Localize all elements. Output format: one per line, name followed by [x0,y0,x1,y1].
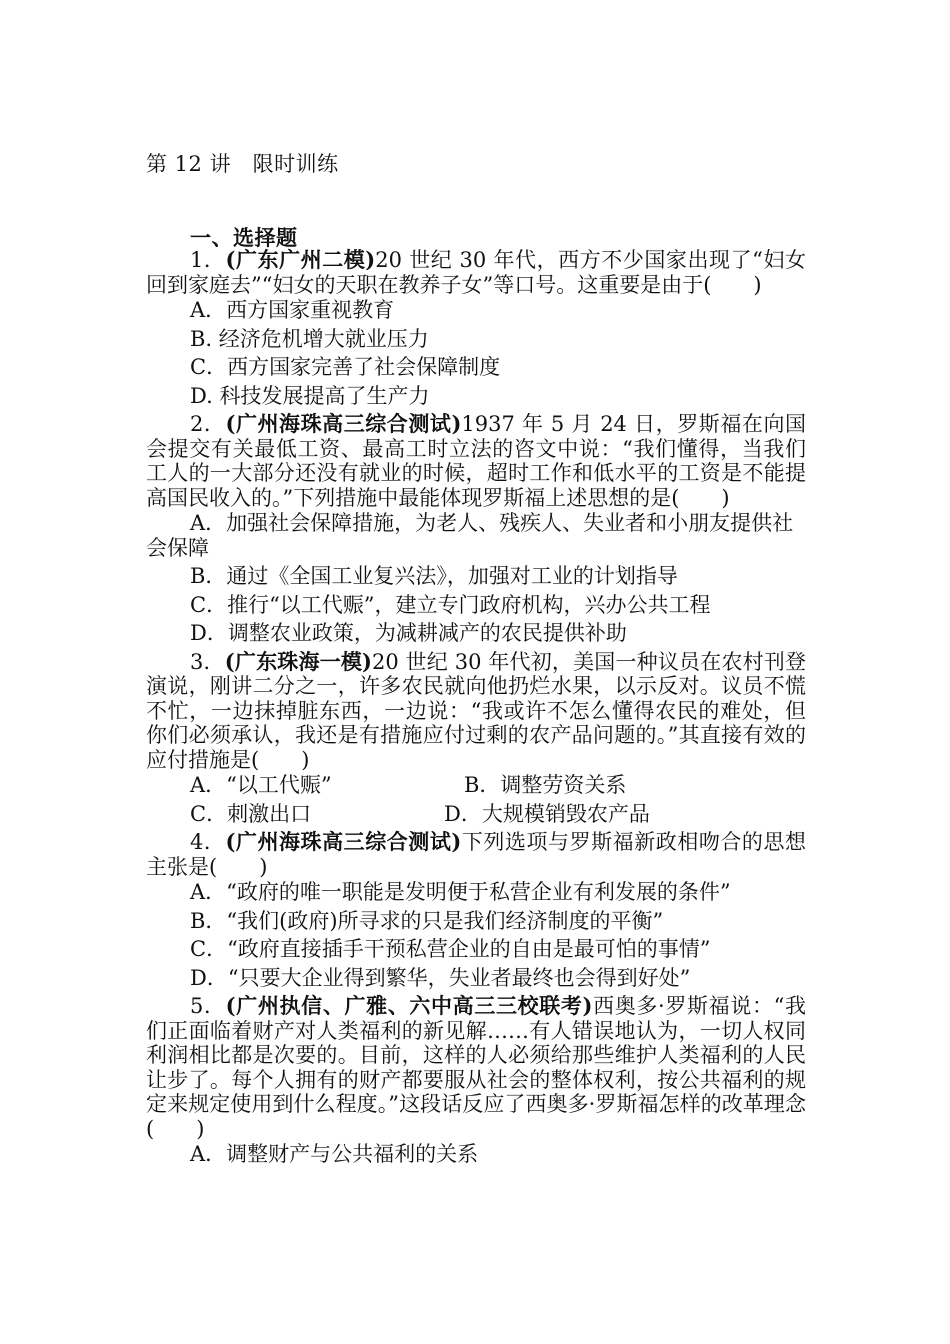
question-stem [146,412,806,511]
question-source: (广州执信、广雅、六中高三三校联考) [225,993,593,1018]
option-a: A．调整财产与公共福利的关系 [190,1142,479,1166]
question-source: (广州海珠高三综合测试) [225,411,462,436]
question-text: 西奥多·罗斯福说：“我们正面临着财产对人类福利的新见解……有人错误地认为，一切人权同利润相比都是次要的。目前，这样的人必须给那些维护人类福利的人民让步了。每个人拥有的财产都要服从社会的整体权利，按公共福利的规定来规定使用到什么程度。”这段话反应了西奥多·罗斯福怎样的改革理念( ) [146,994,806,1141]
option-a: A．“政府的唯一职能是发明便于私营企业有利发展的条件” [190,880,731,904]
option-row [146,773,806,798]
option-b: B. 经济危机增大就业压力 [190,326,429,351]
question-number: 2． [190,412,226,436]
question-source: (广东广州二模) [225,247,376,272]
option-d: D．大规模销毁农产品 [444,801,650,826]
question-stem [146,650,806,774]
option-c: C．推行“以工代赈”，建立专门政府机构，兴办公共工程 [190,592,711,617]
question-list [146,248,806,1171]
option-c: C．“政府直接插手干预私营企业的自由是最可怕的事情” [190,937,711,961]
option-b: B．调整劳资关系 [464,773,627,797]
question-stem [146,248,806,298]
option-c: C．西方国家完善了社会保障制度 [190,355,501,379]
question-source: (广东珠海一模) [224,648,372,674]
option-d: D. 科技发展提高了生产力 [190,383,430,408]
option-a: A．“以工代赈” [190,773,332,797]
question-text: 1937 年 5 月 24 日，罗斯福在向国会提交有关最低工资、最高工时立法的咨文中说：“我们懂得，当我们工人的一大部分还没有就业的时候，超时工作和低水平的工资是不能提高国民收入的。”下列措施中最能体现罗斯福上述思想的是( ) [146,412,806,510]
question-source: (广州海珠高三综合测试) [225,829,462,854]
section-heading: 一、选择题 [190,225,298,250]
question-text: 20 世纪 30 年代，西方不少国家出现了“妇女回到家庭去”“妇女的天职在教养子女”等口号。这重要是由于( ) [146,248,806,297]
option-b: B．通过《全国工业复兴法》，加强对工业的计划指导 [190,564,678,588]
question-text: 20 世纪 30 年代初，美国一种议员在农村刊登演说，刚讲二分之一，许多农民就向他扔烂水果，以示反对。议员不慌不忙，一边抹掉脏东西，一边说：“我或许不怎么懂得农民的难处，但你们必须承认，我还是有措施应付过剩的农产品问题的。”其直接有效的应付措施是( ) [146,649,807,772]
option-a: A．加强社会保障措施，为老人、残疾人、失业者和小朋友提供社会保障 [146,511,794,560]
option-a: A．西方国家重视教育 [190,298,395,322]
question-stem [146,994,806,1142]
option-d: D．“只要大企业得到繁华，失业者最终也会得到好处” [190,965,691,990]
question-stem [146,830,806,880]
question-number: 4． [190,830,226,854]
option-b: B．“我们(政府)所寻求的只是我们经济制度的平衡” [190,908,664,933]
page-title: 第 12 讲 限时训练 [146,152,339,176]
option-d: D．调整农业政策，为减耕减产的农民提供补助 [190,621,627,645]
question-number: 1． [190,248,226,272]
question-number: 3． [190,649,225,674]
option-row [146,802,806,827]
question-text: 下列选项与罗斯福新政相吻合的思想主张是( ) [146,830,807,879]
option-c: C．刺激出口 [190,801,312,826]
question-number: 5． [190,994,226,1018]
